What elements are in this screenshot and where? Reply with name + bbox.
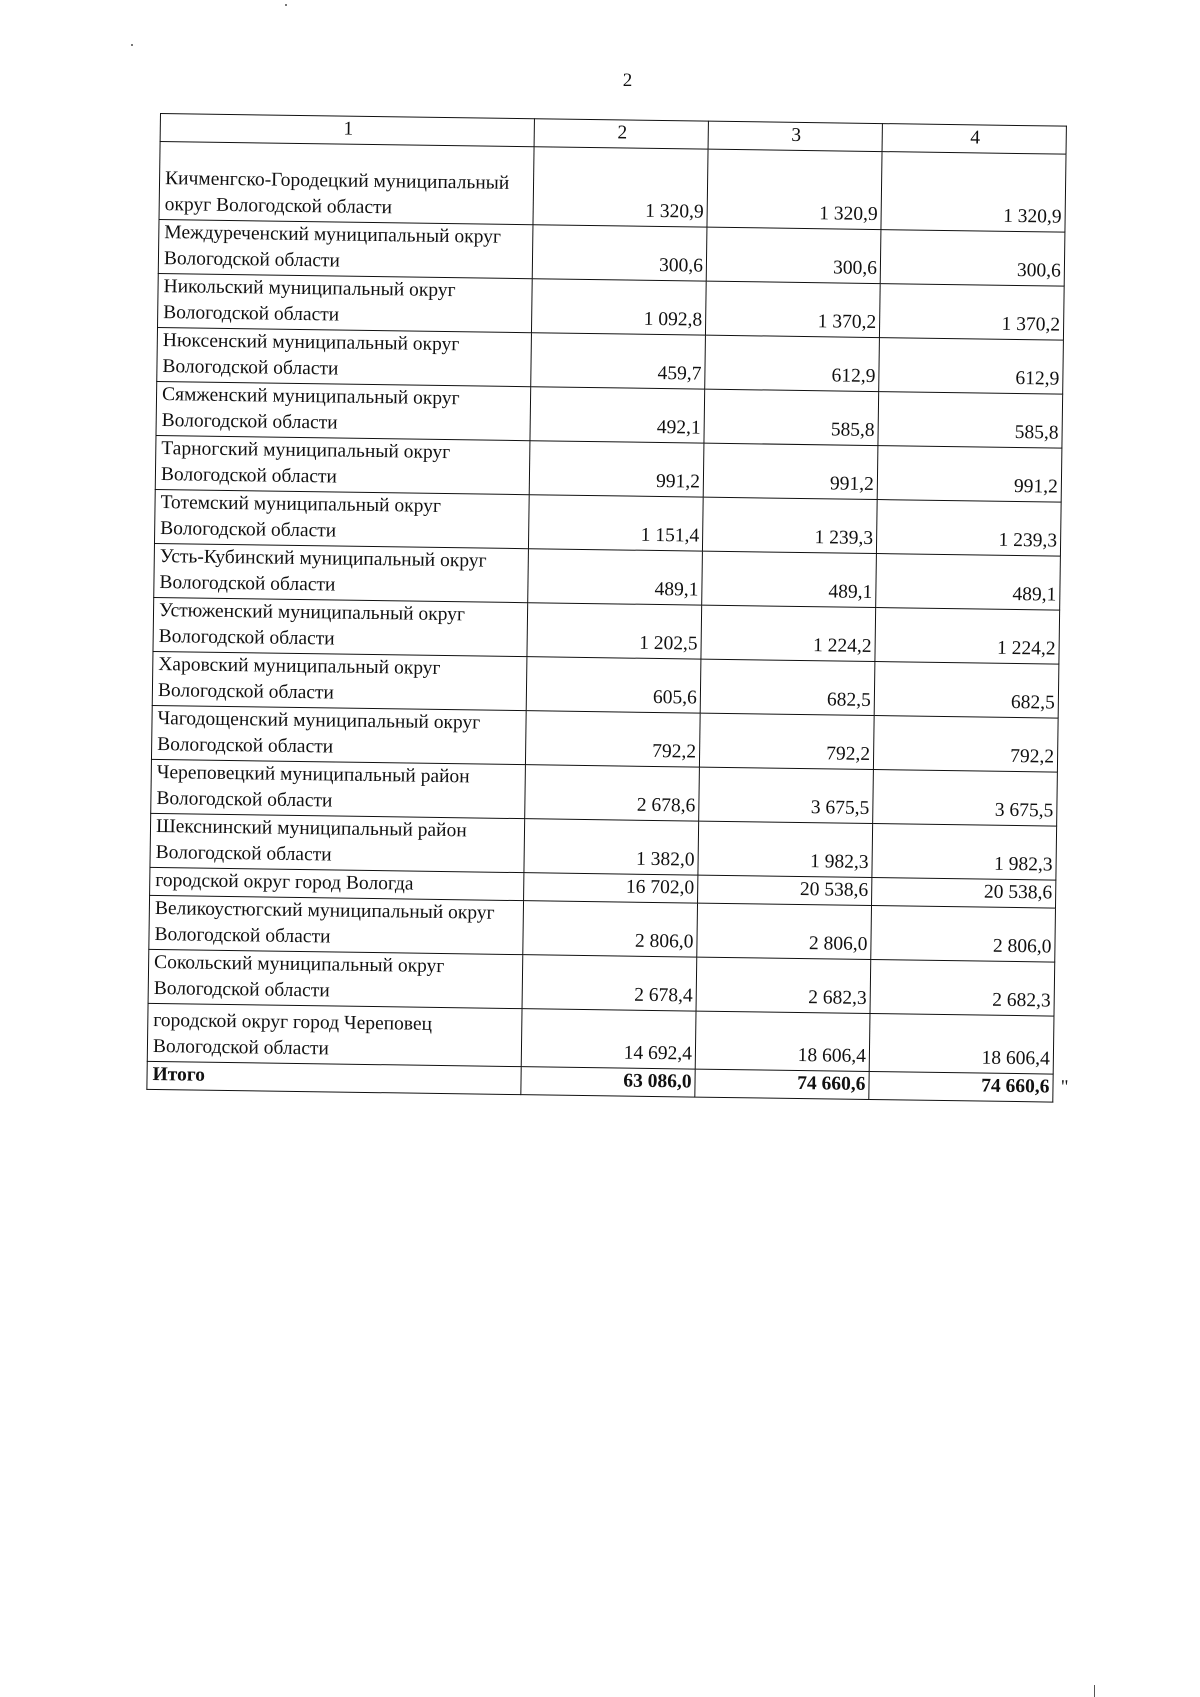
value-column-2-cell: 2 678,4 xyxy=(522,955,697,1011)
value-column-3-cell: 612,9 xyxy=(705,335,880,391)
value-column-2-cell: 1 151,4 xyxy=(528,495,703,551)
value-column-2-cell: 459,7 xyxy=(531,333,706,389)
value-column-4-cell: 612,9 xyxy=(879,338,1064,395)
value-column-2-cell: 1 092,8 xyxy=(531,279,706,335)
municipality-name-cell: Усть-Кубинский муниципальный округ Вологодской области xyxy=(154,543,529,602)
municipality-name-cell: Никольский муниципальный округ Вологодской области xyxy=(158,273,533,332)
value-column-3-cell: 1 982,3 xyxy=(698,821,873,877)
column-number: 4 xyxy=(882,124,1066,155)
municipality-name-cell: Шекснинский муниципальный район Вологодской области xyxy=(150,813,525,872)
total-column-3-cell: 74 660,6 xyxy=(695,1069,869,1099)
value-column-4-cell: 1 224,2 xyxy=(875,608,1060,665)
value-column-4-cell: 489,1 xyxy=(876,554,1061,611)
value-column-2-cell: 489,1 xyxy=(528,549,703,605)
value-column-3-cell: 300,6 xyxy=(706,227,881,283)
closing-quote: " xyxy=(1060,1076,1069,1098)
value-column-3-cell: 18 606,4 xyxy=(695,1011,870,1071)
value-column-2-cell: 991,2 xyxy=(529,441,704,497)
value-column-4-cell: 1 370,2 xyxy=(879,284,1064,341)
total-label-cell: Итого xyxy=(147,1061,521,1094)
value-column-4-cell: 2 682,3 xyxy=(870,960,1055,1017)
value-column-3-cell: 20 538,6 xyxy=(698,875,872,905)
value-column-2-cell: 492,1 xyxy=(530,387,705,443)
municipality-name-cell: Сямженский муниципальный округ Вологодской области xyxy=(156,381,531,440)
value-column-2-cell: 300,6 xyxy=(532,225,707,281)
municipality-name-cell: Чагодощенский муниципальный округ Вологодской области xyxy=(151,705,526,764)
table-container xyxy=(146,113,1069,1103)
value-column-3-cell: 2 682,3 xyxy=(696,957,871,1013)
municipality-name-cell: Нюксенский муниципальный округ Вологодской области xyxy=(157,327,532,386)
municipality-name-cell: Кичменгско-Городецкий муниципальный округ Вологодской области xyxy=(159,142,534,225)
value-column-3-cell: 1 224,2 xyxy=(701,605,876,661)
scan-mark xyxy=(1094,1685,1095,1697)
value-column-4-cell: 300,6 xyxy=(880,230,1065,287)
scan-speck xyxy=(285,4,287,6)
value-column-3-cell: 1 239,3 xyxy=(702,497,877,553)
municipality-name-cell: городской округ город Вологда xyxy=(150,867,524,900)
value-column-2-cell: 2 806,0 xyxy=(523,901,698,957)
municipality-name-cell: Устюженский муниципальный округ Вологодской области xyxy=(153,597,528,656)
value-column-3-cell: 991,2 xyxy=(703,443,878,499)
value-column-4-cell: 682,5 xyxy=(874,662,1059,719)
column-number: 1 xyxy=(160,114,534,147)
municipality-name-cell: городской округ город Череповец Вологодской области xyxy=(147,1003,522,1066)
value-column-2-cell: 1 320,9 xyxy=(533,147,708,227)
municipality-name-cell: Сокольский муниципальный округ Вологодской области xyxy=(148,949,523,1008)
allocation-table xyxy=(146,113,1067,1103)
value-column-3-cell: 2 806,0 xyxy=(697,903,872,959)
value-column-4-cell: 1 320,9 xyxy=(881,152,1066,233)
municipality-name-cell: Харовский муниципальный округ Вологодской области xyxy=(152,651,527,710)
value-column-2-cell: 792,2 xyxy=(525,711,700,767)
value-column-3-cell: 1 320,9 xyxy=(707,149,882,229)
value-column-3-cell: 3 675,5 xyxy=(699,767,874,823)
value-column-3-cell: 585,8 xyxy=(704,389,879,445)
value-column-2-cell: 16 702,0 xyxy=(524,873,698,903)
municipality-name-cell: Междуреченский муниципальный округ Вологодской области xyxy=(158,219,533,278)
total-column-4-cell: 74 660,6 xyxy=(869,1071,1053,1102)
value-column-4-cell: 1 239,3 xyxy=(876,500,1061,557)
municipality-name-cell: Тотемский муниципальный округ Вологодской области xyxy=(154,489,529,548)
municipality-name-cell: Тарногский муниципальный округ Вологодской области xyxy=(155,435,530,494)
municipality-name-cell: Череповецкий муниципальный район Вологодской области xyxy=(151,759,526,818)
value-column-3-cell: 489,1 xyxy=(702,551,877,607)
value-column-4-cell: 20 538,6 xyxy=(872,878,1056,909)
value-column-4-cell: 3 675,5 xyxy=(873,770,1058,827)
value-column-3-cell: 682,5 xyxy=(700,659,875,715)
value-column-3-cell: 792,2 xyxy=(699,713,874,769)
column-number: 2 xyxy=(534,119,708,149)
page-number: 2 xyxy=(622,70,633,91)
value-column-2-cell: 1 382,0 xyxy=(524,819,699,875)
municipality-name-cell: Великоустюгский муниципальный округ Вологодской области xyxy=(149,895,524,954)
value-column-2-cell: 14 692,4 xyxy=(521,1009,696,1069)
value-column-2-cell: 605,6 xyxy=(526,657,701,713)
table-row xyxy=(159,142,1066,233)
value-column-4-cell: 2 806,0 xyxy=(871,906,1056,963)
scan-speck xyxy=(131,44,133,46)
value-column-4-cell: 18 606,4 xyxy=(869,1014,1054,1075)
value-column-4-cell: 1 982,3 xyxy=(872,824,1057,881)
value-column-2-cell: 1 202,5 xyxy=(527,603,702,659)
value-column-2-cell: 2 678,6 xyxy=(525,765,700,821)
total-column-2-cell: 63 086,0 xyxy=(521,1067,695,1097)
value-column-4-cell: 585,8 xyxy=(878,392,1063,449)
value-column-3-cell: 1 370,2 xyxy=(705,281,880,337)
value-column-4-cell: 991,2 xyxy=(877,446,1062,503)
column-number: 3 xyxy=(708,121,882,151)
value-column-4-cell: 792,2 xyxy=(873,716,1058,773)
